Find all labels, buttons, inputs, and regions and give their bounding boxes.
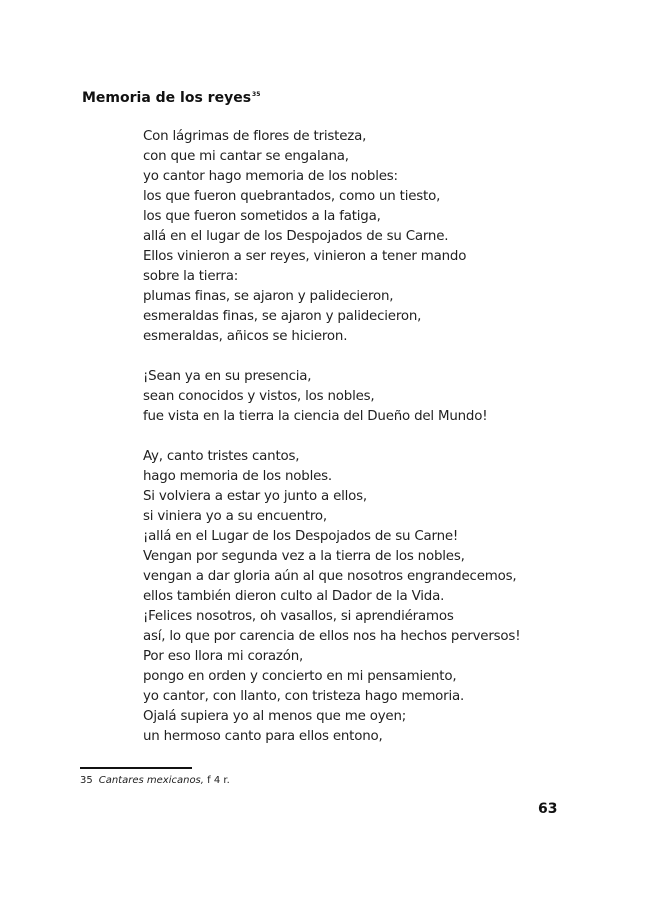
- poem-line: ¡allá en el Lugar de los Despojados de su Carne!: [143, 529, 459, 544]
- poem-line: Si volviera a estar yo junto a ellos,: [143, 489, 367, 504]
- stanza-2: [143, 367, 613, 427]
- poem-line: sobre la tierra:: [143, 269, 239, 284]
- footnote-divider: [80, 767, 192, 769]
- poem-line: fue vista en la tierra la ciencia del Dueño del Mundo!: [143, 409, 488, 424]
- poem-line: ¡Sean ya en su presencia,: [143, 369, 312, 384]
- poem-line: allá en el lugar de los Despojados de su Carne.: [143, 229, 449, 244]
- poem-line: con que mi cantar se engalana,: [143, 149, 349, 164]
- footnote-number: 35: [80, 775, 93, 786]
- poem-body: [143, 127, 613, 767]
- poem-line: ¡Felices nosotros, oh vasallos, si aprendiéramos: [143, 609, 454, 624]
- poem-line: Ellos vinieron a ser reyes, vinieron a tener mando: [143, 249, 467, 264]
- poem-line: yo cantor, con llanto, con tristeza hago memoria.: [143, 689, 465, 704]
- footnote-marker: 35: [252, 91, 261, 98]
- poem-line: hago memoria de los nobles.: [143, 469, 332, 484]
- poem-line: Con lágrimas de flores de tristeza,: [143, 129, 367, 144]
- poem-line: sean conocidos y vistos, los nobles,: [143, 389, 375, 404]
- stanza-1: [143, 127, 613, 347]
- poem-line: ellos también dieron culto al Dador de la Vida.: [143, 589, 445, 604]
- poem-line: yo cantor hago memoria de los nobles:: [143, 169, 398, 184]
- poem-title-text: Memoria de los reyes: [82, 90, 252, 106]
- poem-line: esmeraldas finas, se ajaron y palidecieron,: [143, 309, 422, 324]
- poem-line: así, lo que por carencia de ellos nos ha hechos perversos!: [143, 629, 521, 644]
- poem-line: plumas finas, se ajaron y palidecieron,: [143, 289, 394, 304]
- poem-line: Vengan por segunda vez a la tierra de los nobles,: [143, 549, 465, 564]
- poem-line: un hermoso canto para ellos entono,: [143, 729, 383, 744]
- footnote-source: Cantares mexicanos,: [98, 775, 204, 786]
- poem-line: si viniera yo a su encuentro,: [143, 509, 327, 524]
- page-number: 63: [538, 801, 558, 817]
- poem-line: vengan a dar gloria aún al que nosotros engrandecemos,: [143, 569, 517, 584]
- poem-line: los que fueron sometidos a la fatiga,: [143, 209, 381, 224]
- poem-title: [82, 90, 260, 106]
- poem-line: esmeraldas, añicos se hicieron.: [143, 329, 348, 344]
- footnote: [80, 775, 230, 786]
- poem-line: los que fueron quebrantados, como un tiesto,: [143, 189, 441, 204]
- poem-line: pongo en orden y concierto en mi pensamiento,: [143, 669, 457, 684]
- poem-line: Ojalá supiera yo al menos que me oyen;: [143, 709, 407, 724]
- stanza-3: [143, 447, 613, 747]
- poem-line: Ay, canto tristes cantos,: [143, 449, 300, 464]
- footnote-locator: f 4 r.: [203, 775, 230, 786]
- poem-line: Por eso llora mi corazón,: [143, 649, 304, 664]
